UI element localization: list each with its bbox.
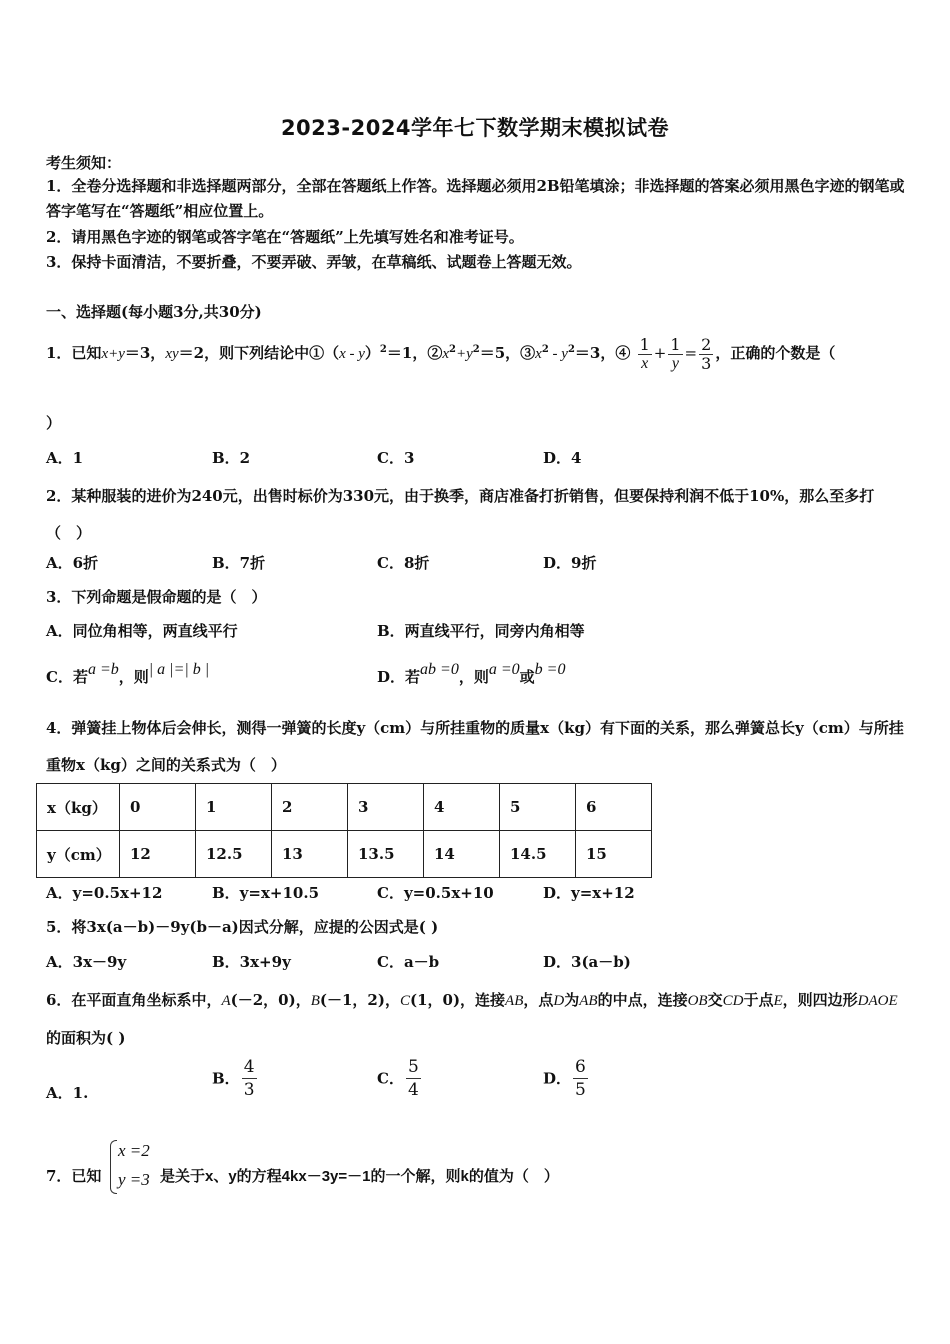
- q1-option-b[interactable]: B．2: [212, 449, 251, 467]
- q3-option-d[interactable]: D．若ab =0，则a =0或b =0: [377, 661, 566, 686]
- question-6: 6．在平面直角坐标系中，A(－2，0)，B(－1，2)，C(1，0)，连接AB，点D为AB的中点，连接OB交CD于点E，则四边形DAOE的面积为( ): [46, 991, 898, 1047]
- system-equation-1: x =2: [118, 1141, 150, 1160]
- q5-option-c[interactable]: C．a－b: [377, 953, 440, 971]
- fraction-1-over-y: $\frac{1}{y}$: [670, 334, 681, 372]
- q6-option-b[interactable]: B． $\frac{4}{3}$: [212, 1057, 255, 1100]
- table-cell: x（kg）: [37, 784, 120, 831]
- table-cell: 2: [272, 784, 348, 831]
- q5-option-d[interactable]: D．3(a－b): [543, 953, 631, 971]
- page-title: 2023-2024学年七下数学期末模拟试卷: [280, 116, 670, 140]
- equation-system-brace: [110, 1140, 117, 1194]
- question-5: 5．将3x(a－b)－9y(b－a)因式分解，应提的公因式是( ): [46, 918, 439, 936]
- q2-option-d[interactable]: D．9折: [543, 554, 597, 572]
- table-cell: 1: [196, 784, 272, 831]
- table-cell: 3: [348, 784, 424, 831]
- table-cell: 13: [272, 831, 348, 878]
- notice-item-2: 2．请用黑色字迹的钢笔或答字笔在“答题纸”上先填写姓名和准考证号。: [46, 228, 524, 246]
- question-3: 3．下列命题是假命题的是（ ）: [46, 588, 267, 606]
- q3-option-c[interactable]: C．若a =b，则| a |=| b |: [46, 661, 210, 686]
- table-cell: y（cm）: [37, 831, 120, 878]
- q6-option-a[interactable]: A．1.: [46, 1084, 89, 1102]
- question-1-close: ）: [46, 414, 62, 432]
- q6-option-d[interactable]: D． $\frac{6}{5}$: [543, 1057, 586, 1100]
- table-row: [37, 784, 652, 831]
- q1-option-c[interactable]: C．3: [377, 449, 415, 467]
- q1-option-a[interactable]: A．1: [46, 449, 84, 467]
- table-cell: 13.5: [348, 831, 424, 878]
- question-4: 4．弹簧挂上物体后会伸长，测得一弹簧的长度y（cm）与所挂重物的质量x（kg）有下面的关系，那么弹簧总长y（cm）与所挂重物x（kg）之间的关系式为（ ）: [46, 719, 904, 774]
- q5-option-b[interactable]: B．3x+9y: [212, 953, 291, 971]
- table-cell: 6: [576, 784, 652, 831]
- fraction-1-over-x: $\frac{1}{x}$: [639, 334, 650, 372]
- q4-option-c[interactable]: C．y=0.5x+10: [377, 884, 494, 902]
- system-equation-2: y =3: [118, 1170, 150, 1189]
- question-7-prefix: 7．已知: [46, 1167, 102, 1185]
- q6-option-c[interactable]: C． $\frac{5}{4}$: [377, 1057, 419, 1100]
- q2-option-a[interactable]: A．6折: [46, 554, 99, 572]
- table-cell: 12.5: [196, 831, 272, 878]
- q3-option-b[interactable]: B．两直线平行，同旁内角相等: [377, 622, 585, 640]
- table-cell: 14.5: [500, 831, 576, 878]
- q4-option-a[interactable]: A．y=0.5x+12: [46, 884, 163, 902]
- table-row: [37, 831, 652, 878]
- fraction-2-over-3: $\frac{2}{3}$: [701, 334, 712, 373]
- notice-item-1: 1．全卷分选择题和非选择题两部分，全部在答题纸上作答。选择题必须用2B铅笔填涂；非选择题的答案必须用黑色字迹的钢笔或答字笔写在“答题纸”相应位置上。: [46, 177, 905, 220]
- table-cell: 5: [500, 784, 576, 831]
- q4-option-b[interactable]: B．y=x+10.5: [212, 884, 320, 902]
- table-cell: 0: [120, 784, 196, 831]
- q3-option-a[interactable]: A．同位角相等，两直线平行: [46, 622, 238, 640]
- section-heading: 一、选择题(每小题3分,共30分): [46, 303, 262, 321]
- q2-option-c[interactable]: C．8折: [377, 554, 430, 572]
- q4-option-d[interactable]: D．y=x+12: [543, 884, 635, 902]
- table-cell: 12: [120, 831, 196, 878]
- q1-option-d[interactable]: D．4: [543, 449, 582, 467]
- question-7: 是关于x、y的方程4kx－3y=－1的一个解，则k的值为（ ）: [160, 1168, 559, 1185]
- question-2: 2．某种服装的进价为240元，出售时标价为330元，由于换季，商店准备打折销售，但要保持利润不低于10%，那么至多打（ ）: [46, 487, 875, 542]
- notice-heading: 考生须知：: [46, 154, 122, 172]
- q5-option-a[interactable]: A．3x－9y: [46, 953, 127, 971]
- question-1: 1．已知x+y＝3，xy＝2，则下列结论中①（x - y）$^2$＝1，$②x^2+y^2=5$，$③x^2 - y^2=3$，④ $\frac{1}{x}$ + $\frac{1}{y}$ = $\frac{2}{3}$ ，正确的个数是（: [46, 334, 836, 373]
- table-cell: 4: [424, 784, 500, 831]
- spring-data-table: [36, 783, 652, 878]
- table-cell: 14: [424, 831, 500, 878]
- q2-option-b[interactable]: B．7折: [212, 554, 266, 572]
- table-cell: 15: [576, 831, 652, 878]
- notice-item-3: 3．保持卡面清洁，不要折叠，不要弄破、弄皱，在草稿纸、试题卷上答题无效。: [46, 253, 582, 271]
